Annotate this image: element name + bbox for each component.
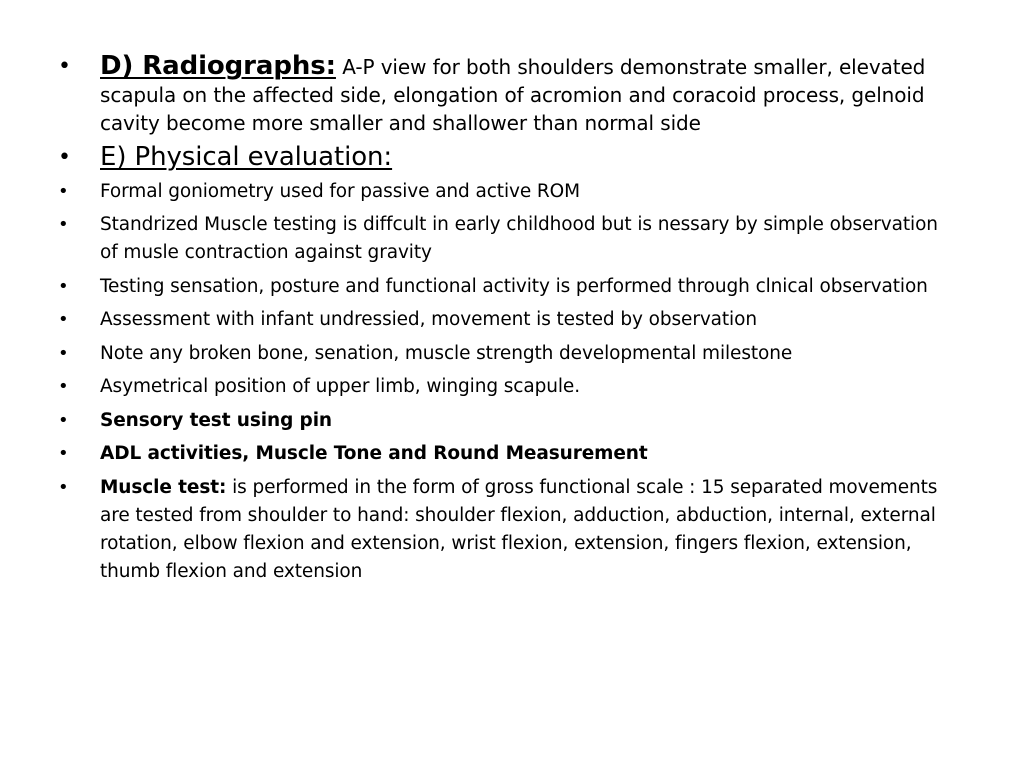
physical-evaluation-heading: E) Physical evaluation: <box>100 142 393 172</box>
bullet-testing-sensation <box>58 273 958 301</box>
radiographs-heading: D) Radiographs: <box>100 51 336 81</box>
bullet-icon: • <box>58 275 69 297</box>
bullet-text: Sensory test using pin <box>100 409 333 431</box>
bullet-text: Asymetrical position of upper limb, winging scapule. <box>100 376 580 397</box>
bullet-text: Standrized Muscle testing is diffcult in early childhood but is nessary by simple observation of musle contraction against gravity <box>100 214 938 263</box>
bullet-text: Formal goniometry used for passive and active ROM <box>100 180 580 202</box>
bullet-radiographs <box>58 52 958 137</box>
bullet-asymetrical <box>58 373 958 401</box>
bullet-goniometry <box>58 178 958 206</box>
bullet-adl <box>58 440 958 468</box>
bullet-note <box>58 340 958 368</box>
bullet-icon: • <box>58 309 69 330</box>
bullet-list <box>58 52 958 591</box>
bullet-muscle-test <box>58 474 958 586</box>
bullet-assessment <box>58 306 958 334</box>
bullet-icon: • <box>58 180 69 202</box>
bullet-icon: • <box>58 376 69 397</box>
bullet-icon: • <box>58 54 71 79</box>
bullet-icon: • <box>58 443 69 464</box>
bullet-text: Assessment with infant undressied, movement is tested by observation <box>100 309 757 330</box>
bullet-icon: • <box>58 409 69 431</box>
bullet-icon: • <box>58 476 69 498</box>
bullet-icon: • <box>58 145 71 170</box>
bullet-icon: • <box>58 214 69 235</box>
bullet-text: ADL activities, Muscle Tone and Round Measurement <box>100 443 648 464</box>
muscle-test-text: is performed in the form of gross functional scale : 15 separated movements are tested from shoulder to hand: shoulder flexion, adduction, abduction, internal, external rotation, elbow flexion and extension, wrist flexion, extension, fingers flexion, extension, thumb flexion and extension <box>100 476 938 582</box>
bullet-text: Testing sensation, posture and functional activity is performed through clnical observation <box>100 275 928 297</box>
bullet-sensory-test <box>58 407 958 435</box>
muscle-test-label: Muscle test: <box>100 476 227 498</box>
bullet-physical-evaluation <box>58 143 958 172</box>
radiographs-text: A-P view for both shoulders demonstrate smaller, elevated scapula on the affected side, elongation of acromion and coracoid process, gelnoid cavity become more smaller and shallower than normal side <box>100 55 926 135</box>
bullet-icon: • <box>58 342 69 364</box>
bullet-muscle-testing <box>58 211 958 267</box>
bullet-text: Note any broken bone, senation, muscle strength developmental milestone <box>100 342 793 364</box>
